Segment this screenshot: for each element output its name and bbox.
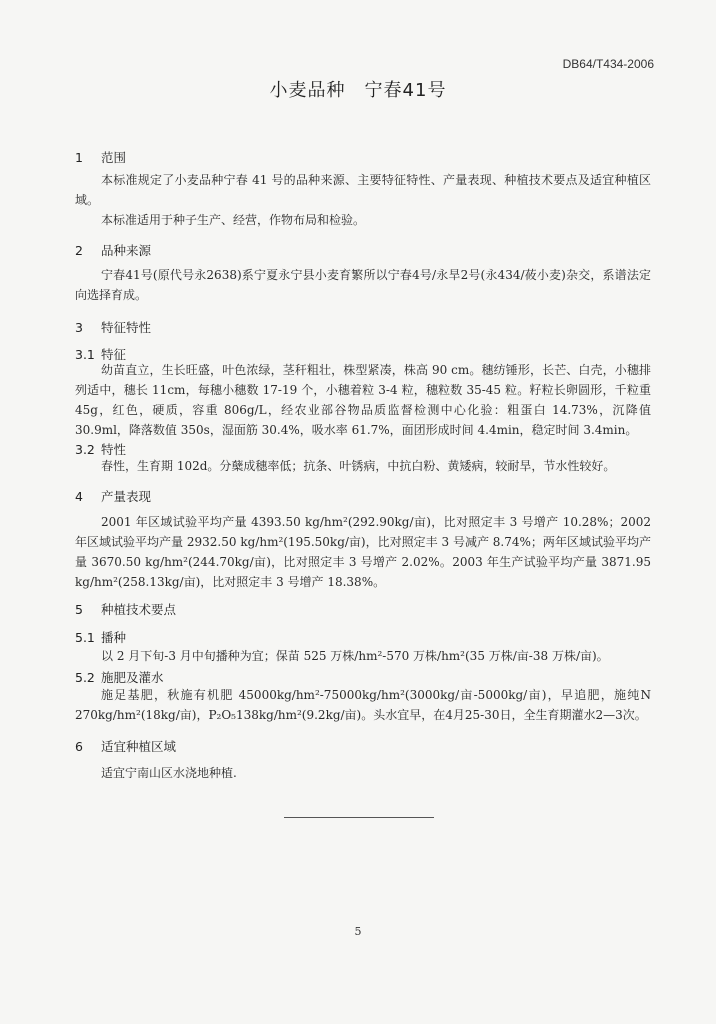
section-number: 2 (75, 243, 83, 258)
section-2-heading (75, 241, 151, 259)
subsection-number: 3.1 (75, 347, 95, 362)
section-title: 产量表现 (100, 489, 151, 504)
subsection-number: 3.2 (75, 442, 95, 457)
subsection-number: 5.2 (75, 670, 95, 685)
section-4-heading (75, 487, 151, 505)
section-3-heading (75, 318, 151, 336)
section-number: 6 (75, 739, 83, 754)
features-paragraph: 幼苗直立，生长旺盛，叶色浓绿，茎秆粗壮，株型紧凑，株高 90 cm。穗纺锤形，长芒、白壳，小穗排列适中，穗长 11cm，每穗小穗数 17-19 个，小穗着粒 3-4 粒，穗粒数 35-45 粒。籽粒长卵圆形，千粒重 45g，红色，硬质，容重 806g/L，经农业部谷物品质监督检测中心化验：粗蛋白 14.73%，沉降值 30.9ml，降落数值 350s，湿面筋 30.4%，吸水率 61.7%，面团形成时间 4.4min，稳定时间 3.4min。 (75, 363, 651, 437)
section-title: 范围 (100, 150, 126, 165)
document-title: 小麦品种 宁春41号 (269, 80, 447, 101)
subsection-number: 5.1 (75, 630, 95, 645)
fertilizer-paragraph: 施足基肥，秋施有机肥 45000kg/hm²-75000kg/hm²(3000kg/亩-5000kg/亩)，早追肥，施纯N 270kg/hm²(18kg/亩)，P₂O₅138kg/hm²(9.2kg/亩)。头水宜早，在4月25-30日，全生育期灌水2—3次。 (75, 688, 651, 722)
subsection-title: 施肥及灌水 (100, 670, 164, 685)
scope-paragraph-2: 本标准适用于种子生产、经营，作物布局和检验。 (101, 213, 366, 227)
section-number: 1 (75, 150, 83, 165)
section-6-heading (75, 737, 176, 755)
section-title: 种植技术要点 (100, 602, 176, 617)
subsection-title: 播种 (100, 630, 126, 645)
section-number: 3 (75, 320, 83, 335)
section-1-heading (75, 148, 126, 166)
traits-paragraph: 春性，生育期 102d。分蘖成穗率低；抗条、叶锈病，中抗白粉、黄矮病，较耐旱，节水性较好。 (101, 459, 616, 473)
section-5-heading (75, 600, 176, 618)
section-number: 4 (75, 489, 83, 504)
sowing-paragraph: 以 2 月下旬-3 月中旬播种为宜；保苗 525 万株/hm²-570 万株/hm²(35 万株/亩-38 万株/亩)。 (101, 649, 609, 663)
scope-paragraph-1: 本标准规定了小麦品种宁春 41 号的品种来源、主要特征特性、产量表现、种植技术要点及适宜种植区域。 (75, 173, 651, 207)
page-number: 5 (354, 925, 362, 938)
yield-paragraph: 2001 年区域试验平均产量 4393.50 kg/hm²(292.90kg/亩)，比对照定丰 3 号增产 10.28%；2002 年区域试验平均产量 2932.50 kg/hm²(195.50kg/亩)，比对照定丰 3 号减产 8.74%；两年区域试验平均产量 3670.50 kg/hm²(244.70kg/亩)，比对照定丰 3 号增产 2.02%。2003 年生产试验平均产量 3871.95 kg/hm²(258.13kg/亩)，比对照定丰 3 号增产 18.38%。 (75, 515, 651, 589)
origin-paragraph: 宁春41号(原代号永2638)系宁夏永宁县小麦育繁所以宁春4号/永旱2号(永434/莜小麦)杂交，系谱法定向选择育成。 (75, 268, 651, 302)
section-title: 品种来源 (100, 243, 151, 258)
region-paragraph: 适宜宁南山区水浇地种植. (101, 766, 237, 780)
section-number: 5 (75, 602, 83, 617)
subsection-title: 特性 (100, 442, 126, 457)
section-title: 特征特性 (100, 320, 151, 335)
standard-code: DB64/T434-2006 (562, 57, 654, 71)
subsection-5-2-heading (75, 668, 164, 686)
end-divider (284, 817, 434, 818)
subsection-title: 特征 (100, 347, 126, 362)
section-title: 适宜种植区域 (100, 739, 176, 754)
subsection-5-1-heading (75, 628, 126, 646)
